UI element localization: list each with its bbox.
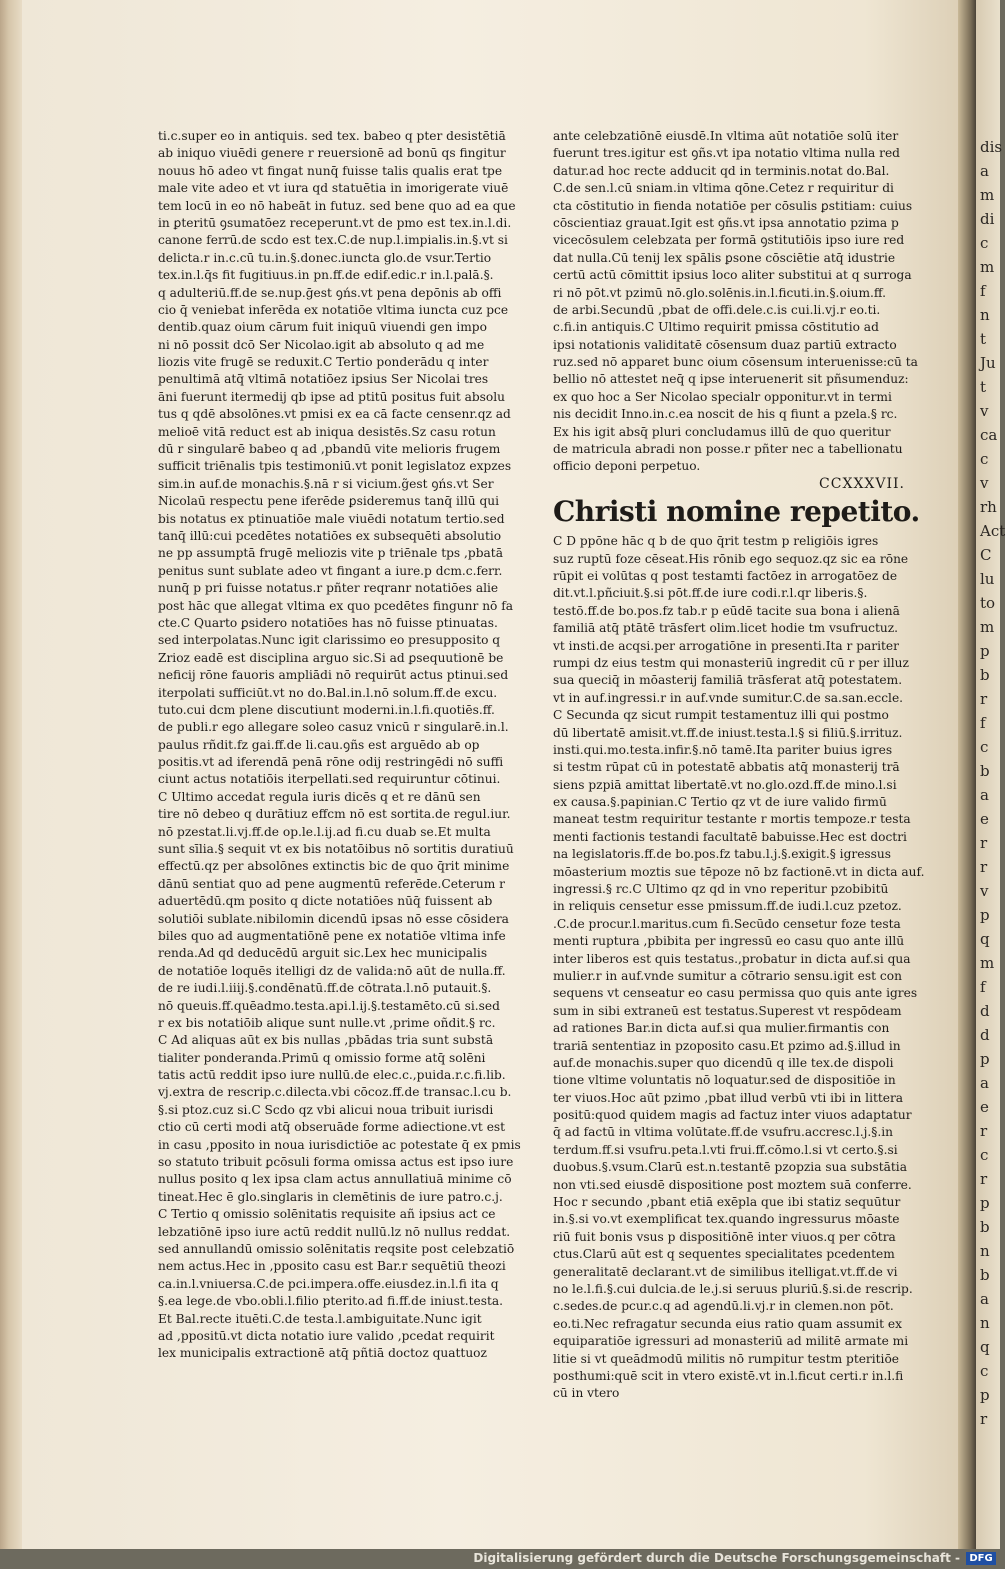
text-line: aduertēdū.qm posito q dicte notatiōes nūq̄ fuissent ab <box>158 894 493 909</box>
text-line: nis decidit Inno.in.c.ea noscit de his q fiunt a pzela.§ rc. <box>553 407 898 422</box>
facing-page-text-fragment: Ju <box>980 354 996 372</box>
text-line: C Ad aliquas aūt ex bis nullas ,pbādas tria sunt substā <box>158 1033 494 1048</box>
text-line: cte.C Quarto ꝑsidero notatiōes has nō fuisse ptinuatas. <box>158 615 498 630</box>
text-line: riū fuit bonis vsus p dispositiōnē inter viuos.q per cōtra <box>553 1229 896 1244</box>
text-line: nem actus.Hec in ,pposito casu est Bar.r sequētiū theozi <box>158 1259 506 1274</box>
text-line: sim.in auf.de monachis.§.nā r si vicium.g̃est ꝯńs.vt Ser <box>158 476 494 491</box>
facing-page-text-fragment: c <box>980 1362 989 1380</box>
facing-page-text-fragment: dis <box>980 138 1003 156</box>
text-line: in casu ,pposito in noua iurisdictiōe ac potestate q̄ ex pmis <box>158 1137 521 1152</box>
text-line: mōasterium moztis sue tēpoze nō bz factionē.vt in dicta auf. <box>553 864 925 879</box>
text-line: āni fuerunt itermedij qb ipse ad ptitū positus fuit absolu <box>158 389 505 404</box>
text-line: ri nō pōt.vt pzimū nō.glo.solēnis.in.l.ficuti.in.§.oium.ff. <box>553 285 887 300</box>
facing-page-text-fragment: a <box>980 162 989 180</box>
text-line: menti ruptura ,pbibita per ingressū eo casu quo ante illū <box>553 934 905 949</box>
text-line: post hāc que allegat vltima ex quo pcedētes fingunr nō fa <box>158 598 514 613</box>
text-line: cta cōstitutio in fienda notatiōe per cōsulis ꝑstitiam: cuius <box>553 198 913 213</box>
text-line: dit.vt.l.pñciuit.§.si pōt.ff.de iure codi.r.l.qr liberis.§. <box>553 586 868 601</box>
text-line: certū actū cōmittit ipsius loco aliter substitui at q surroga <box>553 268 912 283</box>
facing-page-text-fragment: lu <box>980 570 995 588</box>
text-line: sufficit triēnalis tpis testimoniū.vt ponit legislatoz expzes <box>158 459 512 474</box>
facing-page-text-fragment: f <box>980 978 986 996</box>
facing-page-text-fragment: p <box>980 1194 990 1212</box>
text-line: vicecōsulem celebzata per formā ꝯstitutiōis ipso iure red <box>553 233 905 248</box>
text-line: sunt sīlia.§ sequit vt ex bis notatōibus nō sortitis duratiuū <box>158 842 514 857</box>
footer-credit-text: Digitalisierung gefördert durch die Deutsche Forschungsgemeinschaft - <box>473 1551 960 1565</box>
text-line: de notatiōe loquēs itelligi dz de valida:nō aūt de nulla.ff. <box>158 963 506 978</box>
facing-page-text-fragment: p <box>980 1386 990 1404</box>
text-line: tione vltime voluntatis nō loquatur.sed de dispositiōe in <box>553 1073 896 1088</box>
book-page-edges <box>0 0 22 1569</box>
facing-page-text-fragment: d <box>980 1002 990 1020</box>
text-line: vt in auf.ingressi.r in auf.vnde sumitur.C.de sa.san.eccle. <box>553 690 904 705</box>
text-line: lebzatiōnē ipso iure actū reddit nullū.lz nō nullus reddat. <box>158 1224 511 1239</box>
text-line: C.de sen.l.cū sniam.in vltima qōne.Cetez r requiritur di <box>553 181 894 196</box>
text-line: nullus posito q lex ipsa clam actus annullatiuā minime cō <box>158 1172 512 1187</box>
facing-page-text-fragment: b <box>980 666 990 684</box>
facing-page-text-fragment: p <box>980 642 990 660</box>
facing-page-text-fragment: t <box>980 378 987 396</box>
text-line: in.§.si vo.vt exemplificat tex.quando ingressurus mōaste <box>553 1212 900 1227</box>
text-line: duobus.§.vsum.Clarū est.n.testantē pzopzia sua substātia <box>553 1160 907 1175</box>
text-line: vt insti.de acqsi.per arrogatiōne in presenti.Ita r pariter <box>553 638 899 653</box>
text-line: canone ferrū.de scdo est tex.C.de nup.l.impialis.in.§.vt si <box>158 233 508 248</box>
text-line: tialiter ponderanda.Primū q omissio forme atq̄ solēni <box>158 1050 486 1065</box>
facing-page-text-fragment: ca <box>980 426 998 444</box>
text-line: dū libertatē amisit.vt.ff.de iniust.testa.l.§ si filiū.§.irrituz. <box>553 725 903 740</box>
text-line: ti.c.super eo in antiquis. sed tex. babeo q pter desistētiā <box>158 129 506 143</box>
text-line: C Secunda qz sicut rumpit testamentuz illi qui postmo <box>553 708 889 723</box>
facing-page-text-fragment: v <box>980 474 989 492</box>
text-line: maneat testm requiritur testante r mortis tempoze.r testa <box>553 812 911 827</box>
text-line: dū r singularē babeo q ad ,pbandū vite melioris frugem <box>158 442 501 457</box>
text-line: ter viuos.Hoc aūt pzimo ,pbat illud verbū vti ibi in littera <box>553 1090 904 1105</box>
facing-page-text-fragment: n <box>980 1314 990 1332</box>
text-line: de matricula abradi non posse.r pñter nec a tabellionatu <box>553 442 903 457</box>
facing-page-text-fragment: r <box>980 834 988 852</box>
text-line: auf.de monachis.super quo dicendū q ille tex.de dispoli <box>553 1055 894 1070</box>
facing-page-text-fragment: b <box>980 762 990 780</box>
book-gutter <box>958 0 976 1549</box>
text-line: ni nō possit dcō Ser Nicolao.igit ab absoluto q ad me <box>158 337 485 352</box>
facing-page-text-fragment: b <box>980 1266 990 1284</box>
text-line: liozis vite frugē se reduxit.C Tertio ponderādu q inter <box>158 355 489 370</box>
text-line: bis notatus ex ptinuatiōe male viuēdi notatum tertio.sed <box>158 511 505 526</box>
text-line: sequens vt censeatur eo casu permissa quo quis ante igres <box>553 986 918 1001</box>
text-line: ca.in.l.vniuersa.C.de pci.impera.offe.eiusdez.in.l.fi ita q <box>158 1276 499 1291</box>
text-line: siens pzpiā amittat libertatē.vt no.glo.ozd.ff.de mino.l.si <box>553 777 897 792</box>
text-line: de arbi.Secundū ,pbat de offi.dele.c.is cui.li.vj.r eo.ti. <box>553 302 881 317</box>
text-line: penitus sunt sublate adeo vt fingant a iure.p dcm.c.ferr. <box>158 563 503 578</box>
text-line: tuto.cui dcm plene discutiunt moderni.in.l.fi.quotiēs.ff. <box>158 702 495 717</box>
text-line: dānū sentiat quo ad pene augmentū referēde.Ceterum r <box>158 876 505 891</box>
text-line: tire nō debeo q durātiuz effcm nō est sortita.de regul.iur. <box>158 807 511 822</box>
text-line: q̄ ad factū in vltima volūtate.ff.de vsufru.accresc.l.j.§.in <box>553 1125 893 1140</box>
text-line: Hoc r secundo ,pbant etiā exēpla que ibi statiz sequūtur <box>553 1195 901 1210</box>
right-column-bottom-text <box>553 533 925 1403</box>
text-line: rumpi dz eius testm qui monasteriū ingredit cū r per illuz <box>553 655 909 670</box>
text-line: vj.extra de rescrip.c.dilecta.vbi cōcoz.ff.de transac.l.cu b. <box>158 1085 512 1100</box>
facing-page-text-fragment: n <box>980 1242 990 1260</box>
text-line: eo.ti.Nec refragatur secunda eius ratio quam assumit ex <box>553 1316 903 1331</box>
facing-page-text-fragment: di <box>980 210 995 228</box>
text-line: paulus rñdit.fz gai.ff.de li.cau.ꝯñs est arguēdo ab op <box>158 737 480 752</box>
text-line: neficij rōne fauoris ampliādi nō requirūt actus ptinui.sed <box>158 668 509 683</box>
text-line: Nicolaū respectu pene iferēde ꝑsideremus tanq̄ illū qui <box>158 494 499 509</box>
text-line: datur.ad hoc recte adducit qd in terminis.notat do.Bal. <box>553 163 890 178</box>
text-line: Ex his igit absq̄ pluri concludamus illū de quo queritur <box>553 424 891 439</box>
text-line: sed interpolatas.Nunc igit clarissimo eo presupposito q <box>158 633 501 648</box>
text-line: effectū.qz per absolōnes extinctis bic de quo q̄rit minime <box>158 859 510 874</box>
text-line: posthumi:quē scit in vtero existē.vt in.l.ficut certi.r in.l.fi <box>553 1368 904 1383</box>
text-line: male vite adeo et vt iura qd statuētia in imorigerate viuē <box>158 181 509 196</box>
digitization-footer <box>0 1549 1000 1569</box>
text-line: penultimā atq̄ vltimā notatiōez ipsius Ser Nicolai tres <box>158 372 489 387</box>
facing-page-text-fragment: r <box>980 1410 988 1428</box>
text-line: §.si ptoz.cuz si.C Scdo qz vbi alicui noua tribuit iurisdi <box>158 1102 494 1117</box>
text-line: sua queciq̄ in mōasterij familiā trāsferat atq̄ potestatem. <box>553 673 903 688</box>
text-line: ruz.sed nō apparet bunc oium cōsensum interuenisse:cū ta <box>553 355 918 370</box>
text-line: fuerunt tres.igitur est ꝯñs.vt ipa notatio vltima nulla red <box>553 146 900 161</box>
text-line: menti factionis testandi facultatē babuisse.Hec est doctri <box>553 829 907 844</box>
text-line: ab iniquo viuēdi genere r reuersionē ad bonū qs fingitur <box>158 146 506 161</box>
text-line: c.sedes.de pcur.c.q ad agendū.li.vj.r in clemen.non pōt. <box>553 1299 894 1314</box>
facing-page-text-fragment: q <box>980 930 990 948</box>
text-line: tatis actū reddit ipso iure nullū.de elec.c.,puida.r.c.fi.lib. <box>158 1068 506 1083</box>
text-line: so statuto tribuit ꝑcōsuli forma omissa actus est ipso iure <box>158 1155 514 1170</box>
text-line: q adulteriū.ff.de se.nup.ḡest ꝯńs.vt pena depōnis ab offi <box>158 285 502 300</box>
text-line: tex.in.l.q̄s fit fugitiuus.in pn.ff.de edif.edic.r in.l.palā.§. <box>158 268 494 283</box>
folio-number: CCXXXVII. <box>819 475 905 492</box>
text-line: testō.ff.de bo.pos.fz tab.r p eūdē tacite sua bona i alienā <box>553 603 900 618</box>
text-line: suz ruptū foze cēseat.His rōnib ego sequoz.qz sic ea rōne <box>553 551 909 566</box>
text-line: mulier.r in auf.vnde sumitur a cōtrario sensu.igit est con <box>553 968 902 983</box>
facing-page-text-fragment: e <box>980 810 989 828</box>
facing-page-text-fragment: d <box>980 1026 990 1044</box>
facing-page-fragment <box>976 0 1005 1549</box>
text-line: cōscientiaz grauat.Igit est ꝯñs.vt ipsa annotatio pzima p <box>553 215 899 230</box>
facing-page-text-fragment: c <box>980 738 989 756</box>
text-line: Et Bal.recte ituēti.C.de testa.l.ambiguitate.Nunc igit <box>158 1311 482 1326</box>
text-line: ne pp assumptā frugē meliozis vite p triēnale tps ,pbatā <box>158 546 503 561</box>
text-line: ex quo hoc a Ser Nicolao specialr opponitur.vt in termi <box>553 389 892 404</box>
text-line: rūpit ei volūtas q post testamti factōez in arrogatōez de <box>553 568 898 583</box>
text-line: C Ultimo accedat regula iuris dicēs q et re dānū sen <box>158 789 481 804</box>
facing-page-text-fragment: r <box>980 1170 988 1188</box>
text-line: cū in vtero <box>553 1386 620 1401</box>
text-line: si testm rūpat cū in potestatē abbatis atq̄ monasterij trā <box>553 760 900 775</box>
facing-page-text-fragment: r <box>980 858 988 876</box>
text-line: solutiōi sublate.nibilomin dicendū ipsas nō esse cōsidera <box>158 911 509 926</box>
text-line: tineat.Hec ē glo.singlaris in clemētinis de iure patro.c.j. <box>158 1189 503 1204</box>
text-line: equiparatiōe igressuri ad monasteriū ad militē armate mi <box>553 1334 909 1349</box>
text-line: delicta.r in.c.cū tu.in.§.donec.iuncta glo.de vsur.Tertio <box>158 250 492 265</box>
right-text-column <box>553 128 925 1403</box>
facing-page-text-fragment: c <box>980 1146 989 1164</box>
facing-page-text-fragment: p <box>980 1050 990 1068</box>
text-line: renda.Ad qd deducēdū arguit sic.Lex hec municipalis <box>158 946 488 961</box>
facing-page-text-fragment: q <box>980 1338 990 1356</box>
section-heading: Christi nomine repetito. <box>553 495 920 529</box>
facing-page-text-fragment: n <box>980 306 990 324</box>
facing-page-text-fragment: v <box>980 402 989 420</box>
text-line: in ꝑteritū ꝯsumatōez receperunt.vt de pmo est tex.in.l.di. <box>158 215 512 230</box>
facing-page-text-fragment: a <box>980 786 989 804</box>
text-line: generalitatē declarant.vt de similibus itelligat.vt.ff.de vi <box>553 1264 898 1279</box>
text-line: melioē vitā reduct est ab iniqua desistēs.Sz casu rotun <box>158 424 496 439</box>
dfg-logo: DFG <box>966 1552 996 1565</box>
text-line: r ex bis notatiōib alique sunt nulle.vt ,prime oñdit.§ rc. <box>158 1015 496 1030</box>
facing-page-text-fragment: f <box>980 714 986 732</box>
text-line: sum in sibi extraneū est testatus.Superest vt respōdeam <box>553 1003 902 1018</box>
text-line: dat nulla.Cū tenij lex spālis ꝑsone cōsciētie atq̄ idustrie <box>553 250 896 265</box>
text-line: ctio cū certi modi atq̄ obseruāde forme adiectione.vt est <box>158 1120 506 1135</box>
facing-page-text-fragment: Act <box>980 522 1005 540</box>
text-line: ex causa.§.papinian.C Tertio qz vt de iure valido firmū <box>553 795 887 810</box>
facing-page-text-fragment: f <box>980 282 986 300</box>
facing-page-text-fragment: m <box>980 618 995 636</box>
text-line: de publi.r ego allegare soleo casuz vnicū r singularē.in.l. <box>158 720 509 735</box>
text-line: sed annullandū omissio solēnitatis reqsite post celebzatiō <box>158 1242 515 1256</box>
text-line: positis.vt ad iferendā penā rōne odij restringēdi nō suffi <box>158 755 504 770</box>
text-line: biles quo ad augmentatiōnē pene ex notatiōe vltima infe <box>158 928 506 943</box>
text-line: nō queuis.ff.quēadmo.testa.api.l.ij.§.testamēto.cū si.sed <box>158 998 500 1013</box>
facing-page-text-fragment: e <box>980 1098 989 1116</box>
right-column-top-text <box>553 128 918 476</box>
facing-page-text-fragment: m <box>980 954 995 972</box>
text-line: C Tertio q omissio solēnitatis requisite añ ipsius act ce <box>158 1207 496 1222</box>
text-line: nunq̄ p pri fuisse notatus.r pñter reqranr notatiōes alie <box>158 581 499 596</box>
facing-page-text-fragment: t <box>980 330 987 348</box>
text-line: insti.qui.mo.testa.infir.§.nō tamē.Ita pariter buius igres <box>553 742 893 757</box>
facing-page-text-fragment: C <box>980 546 992 564</box>
text-line: cio q̄ veniebat inferēda ex notatiōe vltima iuncta cuz pce <box>158 302 509 317</box>
text-line: no le.l.fi.§.cui dulcia.de le.j.si seruus pluriū.§.si.de rescrip. <box>553 1282 913 1296</box>
facing-page-text-fragment: a <box>980 1074 989 1092</box>
facing-page-text-fragment: a <box>980 1290 989 1308</box>
text-line: iterpolati sufficiūt.vt no do.Bal.in.l.nō solum.ff.de excu. <box>158 685 498 700</box>
text-line: de re iudi.l.iiij.§.condēnatū.ff.de cōtrata.l.nō putauit.§. <box>158 981 492 996</box>
text-line: ipsi notationis validitatē cōsensum duaz partiū extracto <box>553 337 897 352</box>
text-line: ctus.Clarū aūt est q sequentes specialitates pcedentem <box>553 1247 895 1262</box>
text-line: in reliquis censetur esse pmissum.ff.de iudi.l.cuz pzetoz. <box>553 899 902 914</box>
facing-page-text-fragment: v <box>980 882 989 900</box>
text-line: nouus hō adeo vt fingat nunq̄ fuisse talis qualis erat tpe <box>158 163 503 178</box>
facing-page-text-fragment: m <box>980 186 995 204</box>
text-line: dentib.quaz oium cārum fuit iniquū viuendi gen impo <box>158 320 487 335</box>
facing-page-text-fragment: p <box>980 906 990 924</box>
text-line: na legislatoris.ff.de bo.pos.fz tabu.l.j.§.exigit.§ igressus <box>553 847 892 862</box>
text-line: tem locū in eo nō habeāt in futuz. sed bene quo ad ea que <box>158 198 516 213</box>
text-line: inter liberos est quis testatus.,probatur in dicta auf.si qua <box>553 951 911 966</box>
text-line: ciunt actus notatiōis iterpellati.sed requiruntur cōtinui. <box>158 772 501 787</box>
facing-page-text-fragment: m <box>980 258 995 276</box>
text-line: officio deponi perpetuo. <box>553 459 701 474</box>
facing-page-text-fragment: b <box>980 1218 990 1236</box>
text-line: positū:quod quidem magis ad factuz inter viuos adaptatur <box>553 1108 912 1123</box>
text-line: C D ppōne hāc q b de quo q̄rit testm p religiōis igres <box>553 534 879 549</box>
text-line: ad ,ppositū.vt dicta notatio iure valido ,pcedat requirit <box>158 1328 495 1343</box>
text-line: bellio nō attestet neq̄ q ipse interuenerit sit pñsumenduz: <box>553 372 909 387</box>
facing-page-text-fragment: c <box>980 450 989 468</box>
left-text-column <box>158 128 521 1363</box>
facing-page-text-fragment: c <box>980 234 989 252</box>
text-line: familiā atq̄ ptātē trāsfert olim.licet hodie tm vsufructuz. <box>553 621 899 636</box>
text-line: .C.de procur.l.maritus.cum fi.Secūdo censetur foze testa <box>553 916 901 931</box>
text-line: ad rationes Bar.in dicta auf.si qua mulier.firmantis con <box>553 1021 890 1036</box>
text-line: litie si vt queādmodū militis nō rumpitur testm pteritiōe <box>553 1351 899 1366</box>
text-line: ingressi.§ rc.C Ultimo qz qd in vno reperitur pzobibitū <box>553 882 889 897</box>
facing-page-text-fragment: r <box>980 1122 988 1140</box>
text-line: non vti.sed eiusdē dispositione post moztem suā conferre. <box>553 1177 912 1192</box>
text-line: lex municipalis extractionē atq̄ pñtiā doctoz quattuoz <box>158 1346 487 1361</box>
facing-page-text-fragment: to <box>980 594 996 612</box>
facing-page-text-fragment: rh <box>980 498 997 516</box>
text-line: trariā sententiaz in pzoposito casu.Et pzimo ad.§.illud in <box>553 1038 901 1053</box>
facing-page-text-fragment: r <box>980 690 988 708</box>
text-line: terdum.ff.si vsufru.peta.l.vti frui.ff.cōmo.l.si vt certo.§.si <box>553 1142 898 1157</box>
text-line: nō pzestat.li.vj.ff.de op.le.l.ij.ad fi.cu duab se.Et multa <box>158 824 491 839</box>
text-line: §.ea lege.de vbo.obli.l.filio pterito.ad fi.ff.de iniust.testa. <box>158 1294 503 1309</box>
text-line: ante celebzatiōnē eiusdē.In vltima aūt notatiōe solū iter <box>553 129 899 143</box>
text-line: Zrioz eadē est disciplina arguo sic.Si ad ꝑsequutionē be <box>158 650 504 665</box>
text-line: tus q qdē absolōnes.vt pmisi ex ea cā facte censenr.qz ad <box>158 407 511 422</box>
text-line: tanq̄ illū:cui pcedētes notatiōes ex subsequēti absolutio <box>158 528 502 543</box>
text-line: c.fi.in antiquis.C Ultimo requirit pmissa cōstitutio ad <box>553 320 879 335</box>
